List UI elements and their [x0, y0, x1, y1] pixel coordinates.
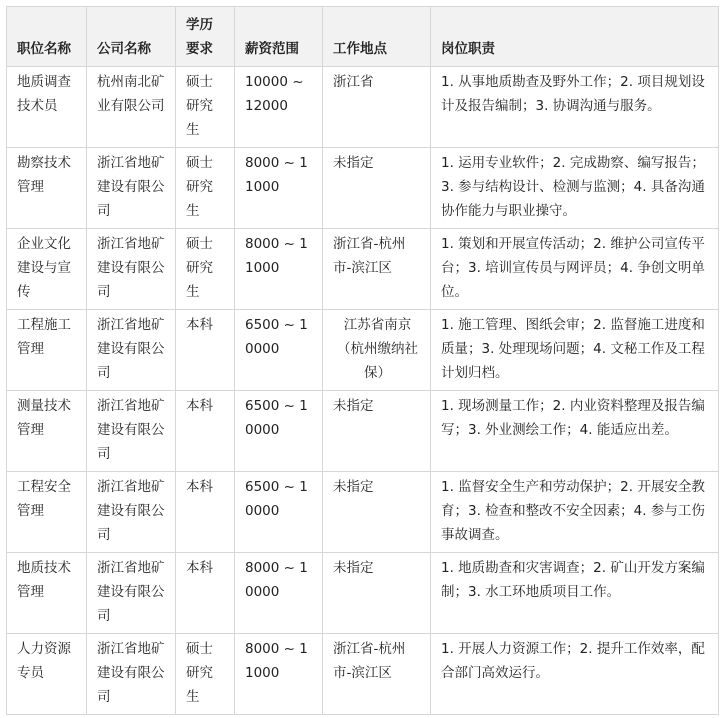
cell-salary: 6500 ~ 10000: [235, 391, 323, 472]
cell-salary: 8000 ~ 11000: [235, 634, 323, 715]
cell-duties: 1. 运用专业软件；2. 完成勘察、编写报告；3. 参与结构设计、检测与监测；4. 具备沟通协作能力与职业操守。: [431, 148, 719, 229]
cell-location: 浙江省-杭州市-滨江区: [323, 229, 431, 310]
cell-location: 浙江省: [323, 67, 431, 148]
job-listing-table: [6, 6, 719, 715]
header-duties: 岗位职责: [431, 7, 719, 67]
cell-position: 企业文化建设与宣传: [7, 229, 87, 310]
table-row: [7, 472, 719, 553]
header-education: 学历要求: [176, 7, 235, 67]
table-row: [7, 229, 719, 310]
cell-duties: 1. 开展人力资源工作；2. 提升工作效率，配合部门高效运行。: [431, 634, 719, 715]
cell-salary: 6500 ~ 10000: [235, 472, 323, 553]
table-row: [7, 553, 719, 634]
cell-position: 地质技术管理: [7, 553, 87, 634]
cell-duties: 1. 地质勘查和灾害调查；2. 矿山开发方案编制；3. 水工环地质项目工作。: [431, 553, 719, 634]
cell-education: 本科: [176, 310, 235, 391]
cell-salary: 8000 ~ 11000: [235, 229, 323, 310]
cell-company: 浙江省地矿建设有限公司: [87, 310, 176, 391]
cell-position: 人力资源专员: [7, 634, 87, 715]
cell-company: 杭州南北矿业有限公司: [87, 67, 176, 148]
cell-company: 浙江省地矿建设有限公司: [87, 553, 176, 634]
cell-salary: 8000 ~ 11000: [235, 148, 323, 229]
cell-position: 工程施工管理: [7, 310, 87, 391]
cell-education: 硕士研究生: [176, 634, 235, 715]
cell-location: 浙江省-杭州市-滨江区: [323, 634, 431, 715]
header-location: 工作地点: [323, 7, 431, 67]
header-position: 职位名称: [7, 7, 87, 67]
cell-company: 浙江省地矿建设有限公司: [87, 229, 176, 310]
cell-education: 本科: [176, 391, 235, 472]
cell-education: 本科: [176, 472, 235, 553]
cell-education: 硕士研究生: [176, 148, 235, 229]
cell-position: 地质调查技术员: [7, 67, 87, 148]
cell-salary: 6500 ~ 10000: [235, 310, 323, 391]
cell-location: 江苏省南京（杭州缴纳社保）: [323, 310, 431, 391]
cell-company: 浙江省地矿建设有限公司: [87, 148, 176, 229]
cell-position: 勘察技术管理: [7, 148, 87, 229]
cell-location: 未指定: [323, 391, 431, 472]
cell-position: 测量技术管理: [7, 391, 87, 472]
cell-education: 硕士研究生: [176, 229, 235, 310]
header-company: 公司名称: [87, 7, 176, 67]
cell-company: 浙江省地矿建设有限公司: [87, 634, 176, 715]
table-row: [7, 67, 719, 148]
cell-location: 未指定: [323, 148, 431, 229]
table-row: [7, 310, 719, 391]
table-row: [7, 391, 719, 472]
cell-position: 工程安全管理: [7, 472, 87, 553]
cell-salary: 8000 ~ 10000: [235, 553, 323, 634]
cell-company: 浙江省地矿建设有限公司: [87, 391, 176, 472]
table-row: [7, 148, 719, 229]
cell-location: 未指定: [323, 472, 431, 553]
cell-education: 硕士研究生: [176, 67, 235, 148]
cell-duties: 1. 现场测量工作；2. 内业资料整理及报告编写；3. 外业测绘工作；4. 能适应出差。: [431, 391, 719, 472]
cell-location: 未指定: [323, 553, 431, 634]
cell-company: 浙江省地矿建设有限公司: [87, 472, 176, 553]
cell-duties: 1. 监督安全生产和劳动保护；2. 开展安全教育；3. 检查和整改不安全因素；4. 参与工伤事故调查。: [431, 472, 719, 553]
cell-duties: 1. 施工管理、图纸会审；2. 监督施工进度和质量；3. 处理现场问题；4. 文秘工作及工程计划归档。: [431, 310, 719, 391]
job-listing-table-container: [6, 6, 718, 715]
cell-salary: 10000 ~ 12000: [235, 67, 323, 148]
table-row: [7, 634, 719, 715]
table-header-row: [7, 7, 719, 67]
cell-duties: 1. 策划和开展宣传活动；2. 维护公司宣传平台；3. 培训宣传员与网评员；4. 争创文明单位。: [431, 229, 719, 310]
cell-education: 本科: [176, 553, 235, 634]
header-salary: 薪资范围: [235, 7, 323, 67]
cell-duties: 1. 从事地质勘查及野外工作；2. 项目规划设计及报告编制；3. 协调沟通与服务。: [431, 67, 719, 148]
